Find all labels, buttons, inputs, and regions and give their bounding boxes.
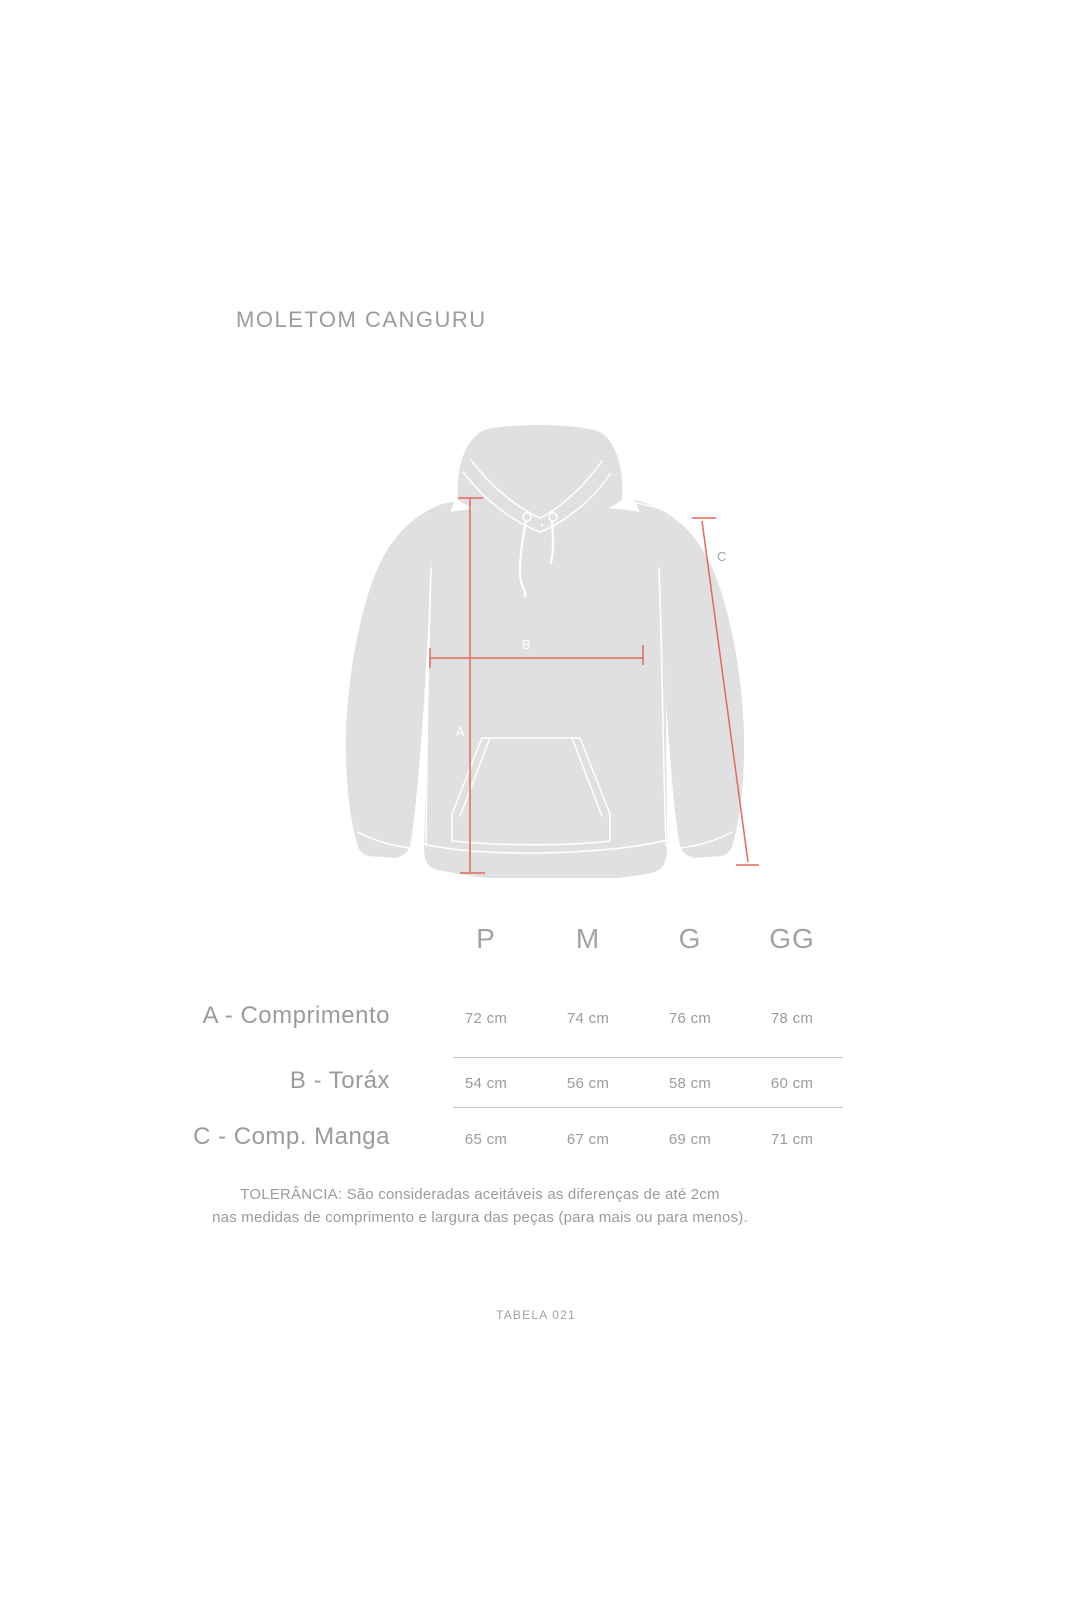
size-value: 65 cm	[464, 1131, 508, 1148]
row-label: C - Comp. Manga	[193, 1123, 390, 1150]
row-divider	[453, 1107, 843, 1108]
column-header-p: P	[476, 923, 496, 954]
size-value: 56 cm	[566, 1075, 610, 1092]
size-value: 58 cm	[668, 1075, 712, 1092]
size-value: 74 cm	[566, 1010, 610, 1027]
tolerance-line-1: TOLERÂNCIA: São consideradas aceitáveis as diferenças de até 2cm	[240, 1186, 720, 1203]
row-divider	[453, 1057, 843, 1058]
table-reference-code: TABELA 021	[496, 1308, 576, 1322]
hood-shape	[458, 425, 623, 528]
table-row-comprimento	[165, 1002, 843, 1033]
hoodie-garment-shape	[346, 425, 744, 878]
size-value: 71 cm	[770, 1131, 814, 1148]
column-header-g: G	[678, 923, 702, 954]
body-shape	[424, 506, 667, 878]
label-a: A	[456, 724, 465, 739]
tolerance-line-2: nas medidas de comprimento e largura das peças (para mais ou para menos).	[212, 1209, 748, 1226]
size-table	[165, 922, 843, 1154]
table-row-manga	[165, 1123, 843, 1154]
table-row-torax	[165, 1067, 843, 1098]
row-label: A - Comprimento	[202, 1002, 390, 1029]
size-value: 60 cm	[770, 1075, 814, 1092]
row-label: B - Toráx	[289, 1067, 390, 1094]
size-value: 69 cm	[668, 1131, 712, 1148]
size-value: 72 cm	[464, 1010, 508, 1027]
size-value: 54 cm	[464, 1075, 508, 1092]
size-table-header-row	[165, 922, 843, 956]
hood-overlap-dot	[541, 524, 543, 526]
hoodie-diagram	[330, 418, 760, 878]
size-value: 76 cm	[668, 1010, 712, 1027]
left-eyelet-icon	[523, 513, 531, 521]
column-header-m: M	[575, 923, 601, 954]
label-c: C	[717, 549, 727, 564]
right-eyelet-icon	[549, 513, 557, 521]
hoodie-illustration-svg	[330, 418, 760, 878]
size-value: 78 cm	[770, 1010, 814, 1027]
size-value: 67 cm	[566, 1131, 610, 1148]
column-header-gg: GG	[769, 923, 815, 954]
label-b: B	[522, 637, 531, 652]
tolerance-note	[120, 1183, 840, 1229]
page-title: MOLETOM CANGURU	[236, 307, 487, 332]
